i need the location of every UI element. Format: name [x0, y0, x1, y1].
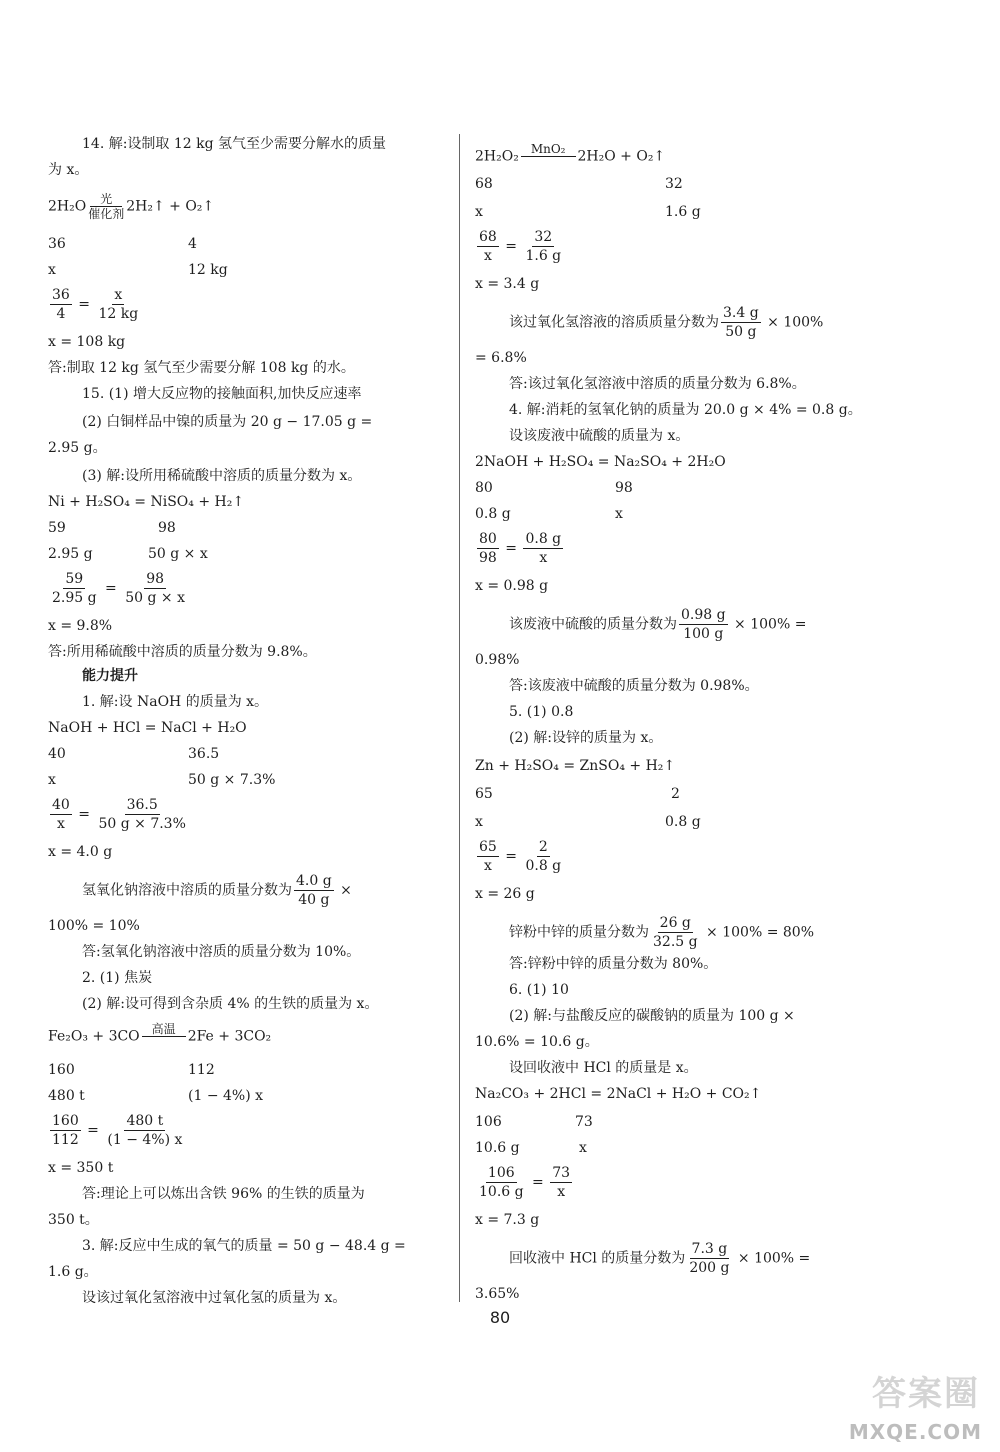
- a3-answer: 答:该过氧化氢溶液中溶质的质量分数为 6.8%。: [509, 376, 806, 392]
- a5-percentage: 锌粉中锌的质量分数为 $\frac{26 g}{32.5 g}$ × 100% = 80%: [509, 915, 814, 950]
- a2-ratio: 160: [48, 1062, 75, 1078]
- a1-result: x = 4.0 g: [48, 844, 113, 860]
- a6-ratio: 73: [575, 1114, 593, 1130]
- a3-result: x = 3.4 g: [475, 276, 540, 292]
- a6-percentage: 回收液中 HCl 的质量分数为 $\frac{7.3 g}{200 g}$ × 100% =: [509, 1241, 811, 1276]
- q14-ratio: x: [48, 262, 56, 278]
- q14-line: 为 x。: [48, 162, 89, 178]
- q15-part1: 15. (1) 增大反应物的接触面积,加快反应速率: [82, 386, 362, 402]
- a3-percentage: = 6.8%: [475, 350, 527, 366]
- a6-part2: (2) 解:与盐酸反应的碳酸钠的质量为 100 g ×: [509, 1008, 795, 1024]
- a6-line: 设回收液中 HCl 的质量是 x。: [509, 1060, 698, 1076]
- column-divider: [459, 134, 460, 1302]
- a4-percentage: 该废液中硫酸的质量分数为 $\frac{0.98 g}{100 g}$ × 100% =: [509, 607, 807, 642]
- q15-part2: 2.95 g。: [48, 440, 107, 456]
- a2-answer: 350 t。: [48, 1212, 99, 1228]
- a4-ratio: 98: [615, 480, 633, 496]
- q15-equation: Ni + H₂SO₄ = NiSO₄ + H₂↑: [48, 494, 245, 510]
- q15-part3: (3) 解:设所用稀硫酸中溶质的质量分数为 x。: [82, 468, 362, 484]
- a5-proportion: $\frac{65}{x}$ = $\frac{2}{0.8 g}$: [479, 839, 562, 874]
- a1-ratio: 50 g × 7.3%: [188, 772, 276, 788]
- a3-line: 1.6 g。: [48, 1264, 98, 1280]
- q15-result: x = 9.8%: [48, 618, 113, 634]
- a6-proportion: $\frac{106}{10.6 g}$ = $\frac{73}{x}$: [479, 1165, 571, 1200]
- a4-line: 4. 解:消耗的氢氧化钠的质量为 20.0 g × 4% = 0.8 g。: [509, 402, 862, 418]
- a3-ratio: 68: [475, 176, 493, 192]
- q14-line: 14. 解:设制取 12 kg 氢气至少需要分解水的质量: [82, 136, 387, 152]
- q15-part2: (2) 白铜样品中镍的质量为 20 g − 17.05 g =: [82, 414, 373, 430]
- a5-answer: 答:锌粉中锌的质量分数为 80%。: [509, 956, 718, 972]
- a6-ratio: 10.6 g: [475, 1140, 520, 1156]
- watermark: [768, 1374, 992, 1448]
- a2-part2: (2) 解:设可得到含杂质 4% 的生铁的质量为 x。: [82, 996, 379, 1012]
- q14-answer: 答:制取 12 kg 氢气至少需要分解 108 kg 的水。: [48, 360, 355, 376]
- a1-percentage: 100% = 10%: [48, 918, 140, 934]
- a5-ratio: x: [475, 814, 483, 830]
- q14-ratio: 12 kg: [188, 262, 228, 278]
- a2-result: x = 350 t: [48, 1160, 114, 1176]
- q14-result: x = 108 kg: [48, 334, 126, 350]
- a6-ratio: 106: [475, 1114, 502, 1130]
- a6-percentage: 3.65%: [475, 1286, 520, 1302]
- q15-ratio: 98: [158, 520, 176, 536]
- a2-proportion: $\frac{160}{112}$ = $\frac{480 t}{(1 - 4\%) x}$: [52, 1113, 183, 1148]
- a1-ratio: 40: [48, 746, 66, 762]
- a2-ratio: (1 − 4%) x: [188, 1088, 264, 1104]
- a1-ratio: x: [48, 772, 56, 788]
- a3-equation: 2H₂O₂ MnO₂ 2H₂O + O₂↑: [475, 142, 666, 165]
- a6-ratio: x: [579, 1140, 587, 1156]
- a1-percentage: 氢氧化钠溶液中溶质的质量分数为 $\frac{4.0 g}{40 g}$ ×: [82, 873, 352, 908]
- a3-ratio: 1.6 g: [665, 204, 701, 220]
- a2-equation: Fe₂O₃ + 3CO 高温 2Fe + 3CO₂: [48, 1022, 272, 1045]
- a4-answer: 答:该废液中硫酸的质量分数为 0.98%。: [509, 678, 759, 694]
- a5-ratio: 65: [475, 786, 493, 802]
- a4-ratio: 80: [475, 480, 493, 496]
- q15-ratio: 50 g × x: [148, 546, 208, 562]
- a4-result: x = 0.98 g: [475, 578, 549, 594]
- a1-proportion: $\frac{40}{x}$ = $\frac{36.5}{50 g \times 7.3\%}$: [52, 797, 186, 832]
- section-heading: 能力提升: [82, 668, 138, 684]
- q15-answer: 答:所用稀硫酸中溶质的质量分数为 9.8%。: [48, 644, 317, 660]
- a3-line: 设该过氧化氢溶液中过氧化氢的质量为 x。: [82, 1290, 347, 1306]
- q14-ratio: 36: [48, 236, 66, 252]
- q15-ratio: 2.95 g: [48, 546, 93, 562]
- a5-part2: (2) 解:设锌的质量为 x。: [509, 730, 663, 746]
- a1-line: 1. 解:设 NaOH 的质量为 x。: [82, 694, 269, 710]
- a5-result: x = 26 g: [475, 886, 535, 902]
- a6-part2: 10.6% = 10.6 g。: [475, 1034, 599, 1050]
- a4-percentage: 0.98%: [475, 652, 520, 668]
- q14-proportion: $\frac{36}{4}$ = $\frac{x}{12 kg}$: [52, 287, 139, 322]
- a5-ratio: 2: [671, 786, 680, 802]
- a3-proportion: $\frac{68}{x}$ = $\frac{32}{1.6 g}$: [479, 229, 562, 264]
- a4-line: 设该废液中硫酸的质量为 x。: [509, 428, 690, 444]
- a6-part1: 6. (1) 10: [509, 982, 569, 998]
- a2-part1: 2. (1) 焦炭: [82, 970, 153, 986]
- a3-line: 3. 解:反应中生成的氧气的质量 = 50 g − 48.4 g =: [82, 1238, 406, 1254]
- page-number: 80: [489, 1308, 511, 1327]
- a3-percentage: 该过氧化氢溶液的溶质质量分数为 $\frac{3.4 g}{50 g}$ × 100%: [509, 305, 824, 340]
- a3-ratio: x: [475, 204, 483, 220]
- watermark-logo: 答案圈: [872, 1374, 980, 1414]
- a6-result: x = 7.3 g: [475, 1212, 540, 1228]
- a4-equation: 2NaOH + H₂SO₄ = Na₂SO₄ + 2H₂O: [475, 454, 726, 470]
- a5-equation: Zn + H₂SO₄ = ZnSO₄ + H₂↑: [475, 758, 676, 774]
- a5-ratio: 0.8 g: [665, 814, 701, 830]
- a4-ratio: x: [615, 506, 623, 522]
- q14-ratio: 4: [188, 236, 197, 252]
- a2-ratio: 112: [188, 1062, 215, 1078]
- a4-proportion: $\frac{80}{98}$ = $\frac{0.8 g}{x}$: [479, 531, 562, 566]
- a2-ratio: 480 t: [48, 1088, 85, 1104]
- a2-answer: 答:理论上可以炼出含铁 96% 的生铁的质量为: [82, 1186, 365, 1202]
- a1-ratio: 36.5: [188, 746, 220, 762]
- a5-part1: 5. (1) 0.8: [509, 704, 574, 720]
- q14-equation: 2H₂O 光 催化剂 2H₂↑ + O₂↑: [48, 192, 215, 221]
- a1-equation: NaOH + HCl = NaCl + H₂O: [48, 720, 247, 736]
- q15-proportion: $\frac{59}{2.95 g}$ = $\frac{98}{50 g \times x}$: [52, 571, 185, 606]
- watermark-text: MXQE.COM: [848, 1420, 982, 1444]
- a6-equation: Na₂CO₃ + 2HCl = 2NaCl + H₂O + CO₂↑: [475, 1086, 762, 1102]
- a3-ratio: 32: [665, 176, 683, 192]
- q15-ratio: 59: [48, 520, 66, 536]
- a1-answer: 答:氢氧化钠溶液中溶质的质量分数为 10%。: [82, 944, 361, 960]
- a4-ratio: 0.8 g: [475, 506, 511, 522]
